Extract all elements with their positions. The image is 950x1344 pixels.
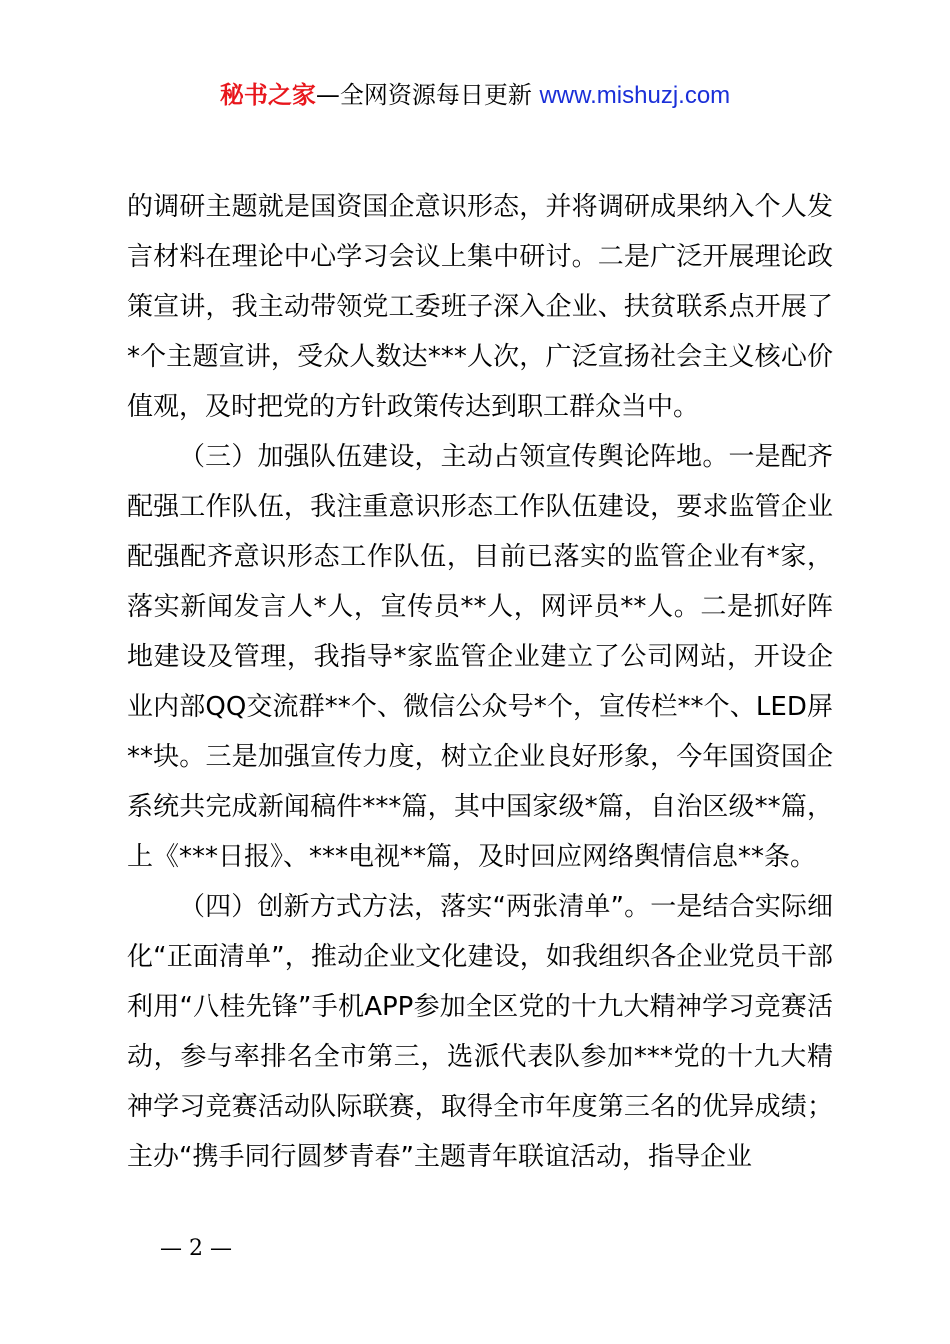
paragraph-section-3: （三）加强队伍建设，主动占领宣传舆论阵地。一是配齐配强工作队伍，我注重意识形态工作队伍建设，要求监管企业配强配齐意识形态工作队伍，目前已落实的监管企业有*家，落实新闻发言人*人，宣传员**人，网评员**人。二是抓好阵地建设及管理，我指导*家监管企业建立了公司网站，开设企业内部QQ交流群**个、微信公众号*个，宣传栏**个、LED屏**块。三是加强宣传力度，树立企业良好形象，今年国资国企系统共完成新闻稿件***篇，其中国家级*篇，自治区级**篇，上《***日报》、***电视**篇，及时回应网络舆情信息**条。 [127,442,833,872]
paragraph-section-4: （四）创新方式方法，落实“两张清单”。一是结合实际细化“正面清单”，推动企业文化建设，如我组织各企业党员干部利用“八桂先锋”手机APP参加全区党的十九大精神学习竞赛活动，参与率排名全市第三，选派代表队参加***党的十九大精神学习竞赛活动队际联赛，取得全市年度第三名的优异成绩；主办“携手同行圆梦青春”主题青年联谊活动，指导企业 [127,892,833,1172]
site-header [0,78,950,113]
site-url-link[interactable]: www.mishuzj.com [539,82,731,109]
header-tagline: —全网资源每日更新 [315,81,540,109]
brand-name: 秘书之家 [219,81,316,109]
page-number: — 2 — [160,1236,232,1261]
document-body [127,182,833,1182]
paragraph-continued: 的调研主题就是国资国企意识形态，并将调研成果纳入个人发言材料在理论中心学习会议上集中研讨。二是广泛开展理论政策宣讲，我主动带领党工委班子深入企业、扶贫联系点开展了*个主题宣讲，受众人数达***人次，广泛宣扬社会主义核心价值观，及时把党的方针政策传达到职工群众当中。 [127,192,833,422]
